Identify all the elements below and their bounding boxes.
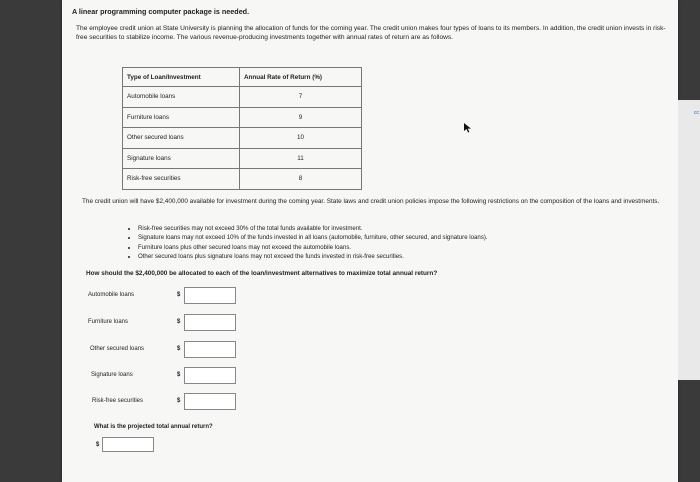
- table-cell-rate: 7: [240, 87, 362, 108]
- list-item: • Signature loans may not exceed 10% of the funds invested in all loans (automobile, furniture, other secured, and signature loans).: [138, 233, 678, 242]
- table-cell-type: Signature loans: [123, 148, 240, 169]
- table-cell-rate: 8: [240, 169, 362, 190]
- returns-table: [122, 67, 362, 190]
- list-item: • Risk-free securities may not exceed 30% of the total funds available for investment.: [138, 224, 678, 233]
- table-header-row: [123, 68, 362, 87]
- currency-symbol: $: [177, 346, 181, 352]
- currency-symbol: $: [177, 319, 181, 325]
- risk-free-securities-input[interactable]: [184, 393, 236, 410]
- table-row: [123, 128, 362, 149]
- automobile-loans-input[interactable]: [184, 287, 236, 304]
- other-secured-loans-input[interactable]: [184, 341, 236, 358]
- intro-paragraph: The employee credit union at State University is planning the allocation of funds for the coming year. The credit union makes four types of loans to its members. In addition, the credit union invests in risk-free securities to stabilize income. The various revenue-producing investments together with annual rates of return are as follows.: [76, 25, 666, 41]
- table-cell-rate: 10: [240, 128, 362, 149]
- table-cell-rate: 9: [240, 107, 362, 128]
- table-row: [123, 107, 362, 128]
- table-cell-type: Other secured loans: [123, 128, 240, 149]
- list-item: • Other secured loans plus signature loans may not exceed the funds invested in risk-free securities.: [138, 252, 678, 261]
- total-return-input[interactable]: [102, 437, 154, 452]
- signature-loans-input[interactable]: [184, 367, 236, 384]
- currency-symbol: $: [177, 372, 181, 378]
- list-item: • Furniture loans plus other secured loans may not exceed the automobile loans.: [138, 243, 678, 252]
- mouse-cursor-icon: [464, 123, 472, 133]
- furniture-loans-input[interactable]: [184, 314, 236, 331]
- furniture-loans-label: Furniture loans: [88, 319, 129, 325]
- table-cell-rate: 11: [240, 148, 362, 169]
- table-cell-type: Furniture loans: [123, 107, 240, 128]
- constraints-intro: The credit union will have $2,400,000 available for investment during the coming year. State laws and credit union policies impose the following restrictions on the composition of the loans and investments.: [82, 198, 660, 205]
- allocation-question: How should the $2,400,000 be allocated to each of the loan/investment alternatives to maximize total annual return?: [86, 270, 438, 277]
- table-header: Type of Loan/Investment: [123, 68, 240, 87]
- table-row: [123, 169, 362, 190]
- document-page: [62, 0, 678, 482]
- constraints-list: [130, 224, 678, 261]
- return-question: What is the projected total annual return?: [94, 424, 213, 430]
- table-cell-type: Automobile loans: [123, 87, 240, 108]
- page-heading: A linear programming computer package is needed.: [72, 7, 250, 16]
- adjacent-window-edge: [678, 100, 700, 380]
- automobile-loans-label: Automobile loans: [88, 292, 135, 298]
- table-cell-type: Risk-free securities: [123, 169, 240, 190]
- currency-symbol: $: [96, 442, 100, 448]
- signature-loans-label: Signature loans: [91, 372, 133, 378]
- other-secured-loans-label: Other secured loans: [90, 346, 145, 352]
- table-header: Annual Rate of Return (%): [240, 68, 362, 87]
- edge-label: cc: [694, 110, 699, 116]
- risk-free-securities-label: Risk-free securities: [92, 398, 144, 404]
- currency-symbol: $: [177, 398, 181, 404]
- table-row: [123, 87, 362, 108]
- table-row: [123, 148, 362, 169]
- currency-symbol: $: [177, 292, 181, 298]
